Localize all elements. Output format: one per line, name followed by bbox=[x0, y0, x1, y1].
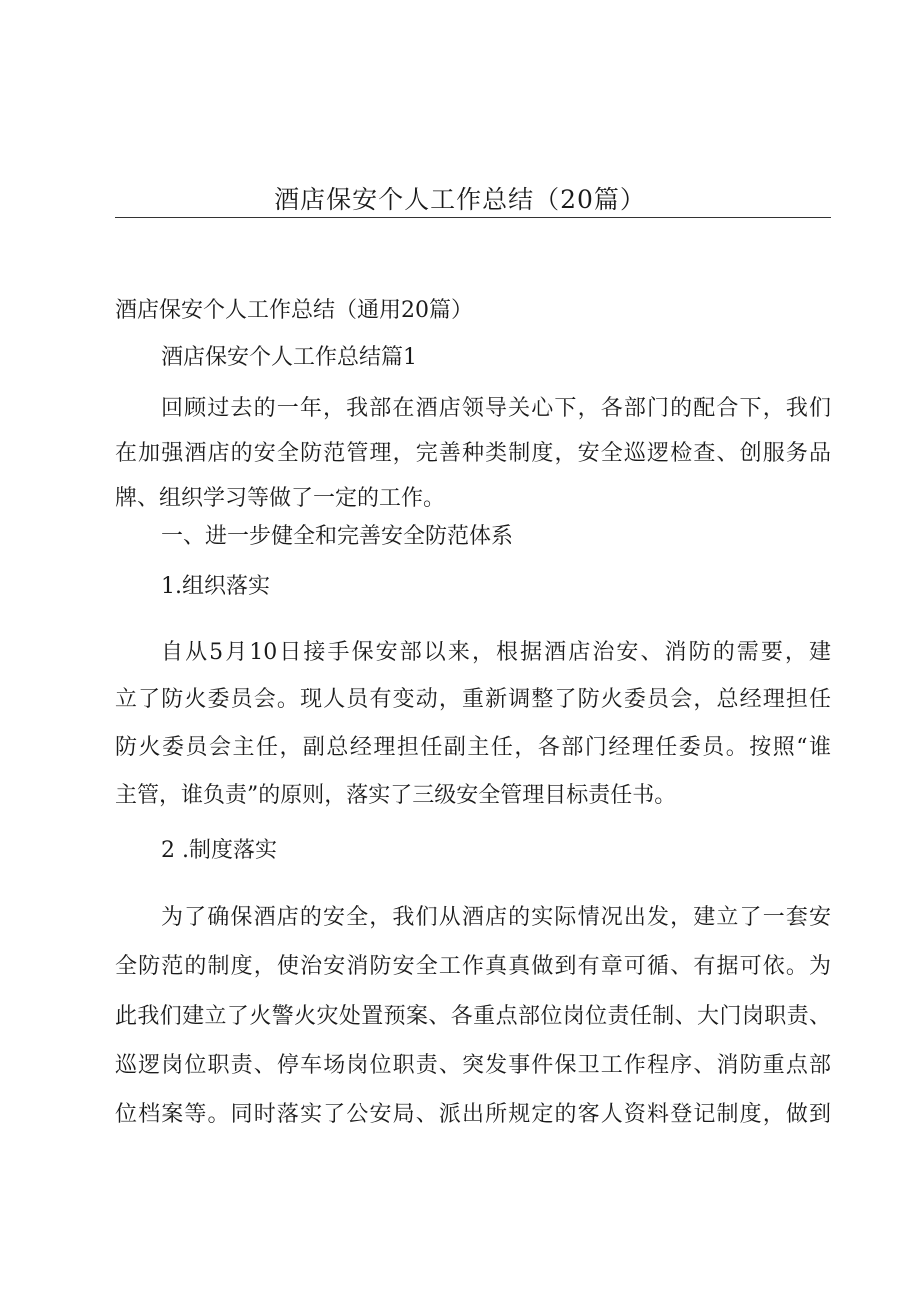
intro-line-1: 回顾过去的一年，我部在酒店领导关心下，各部门的配合下，我们 bbox=[161, 396, 831, 421]
item-1-line-2: 立了防火委员会。现人员有变动，重新调整了防火委员会，总经理担任 bbox=[115, 687, 831, 712]
document-title: 酒店保安个人工作总结（20篇） bbox=[274, 185, 646, 214]
item-2-line-5: 位档案等。同时落实了公安局、派出所规定的客人资料登记制度，做到 bbox=[115, 1102, 831, 1127]
item-1-line-3: 防火委员会主任，副总经理担任副主任，各部门经理任委员。按照“谁 bbox=[115, 735, 831, 760]
item-1-line-4: 主管，谁负责”的原则，落实了三级安全管理目标责任书。 bbox=[115, 783, 677, 808]
intro-line-3: 牌、组织学习等做了一定的工作。 bbox=[115, 486, 446, 511]
item-1-heading: 1.组织落实 bbox=[161, 574, 270, 599]
item-2-line-3: 此我们建立了火警火灾处置预案、各重点部位岗位责任制、大门岗职责、 bbox=[115, 1004, 831, 1029]
item-2-line-4: 巡逻岗位职责、停车场岗位职责、突发事件保卫工作程序、消防重点部 bbox=[115, 1053, 831, 1078]
section-1-heading: 一、进一步健全和完善安全防范体系 bbox=[161, 524, 514, 549]
title-underline bbox=[115, 217, 831, 218]
article-heading: 酒店保安个人工作总结篇1 bbox=[161, 345, 417, 370]
item-1-line-1: 自从5月10日接手保安部以来，根据酒店治安、消防的需要，建 bbox=[161, 640, 831, 665]
item-2-heading: 2 .制度落实 bbox=[161, 838, 277, 863]
item-2-line-2: 全防范的制度，使治安消防安全工作真真做到有章可循、有据可依。为 bbox=[115, 954, 831, 979]
item-2-line-1: 为了确保酒店的安全，我们从酒店的实际情况出发，建立了一套安 bbox=[161, 905, 831, 930]
document-subtitle: 酒店保安个人工作总结（通用20篇） bbox=[115, 298, 473, 323]
intro-line-2: 在加强酒店的安全防范管理，完善种类制度，安全巡逻检查、创服务品 bbox=[115, 441, 831, 466]
